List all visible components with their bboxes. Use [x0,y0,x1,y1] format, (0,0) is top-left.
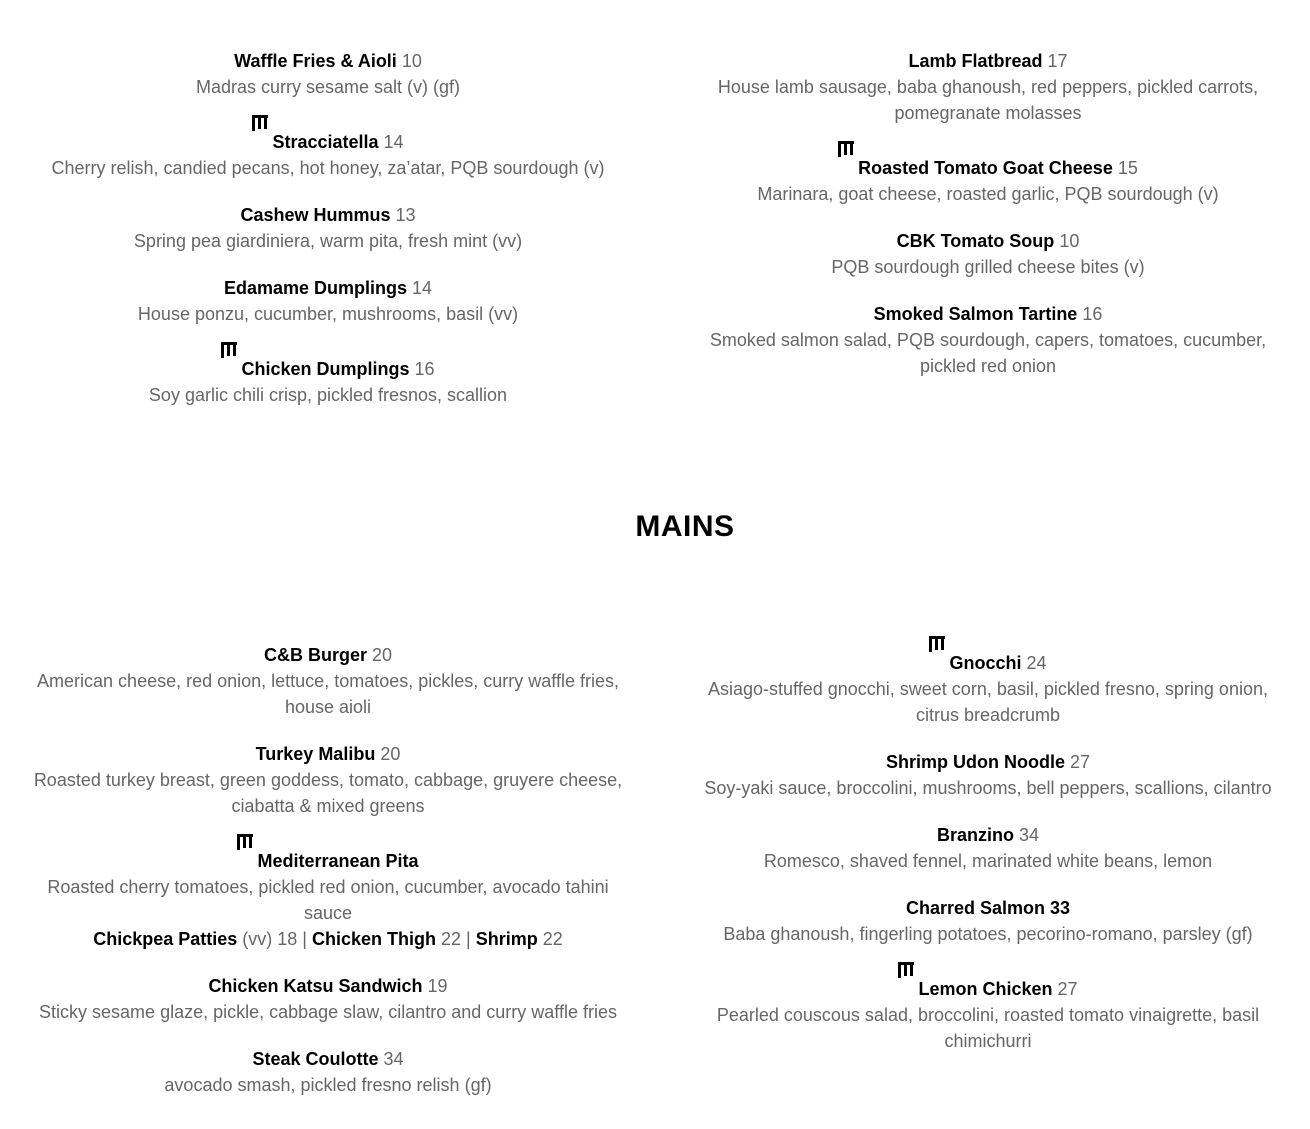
menu-marker-icon [929,636,945,652]
item-price: 20 [372,645,393,665]
item-description: Sticky sesame glaze, pickle, cabbage slaw, cilantro and curry waffle fries [39,1002,617,1022]
item-name: Waffle Fries & Aioli [234,51,397,71]
item-name: Gnocchi [949,653,1022,673]
item-description: Smoked salmon salad, PQB sourdough, capers, tomatoes, cucumber, pickled red onion [709,330,1267,376]
item-name: Cashew Hummus [240,205,391,225]
item-name: C&B Burger [263,645,367,665]
item-description: American cheese, red onion, lettuce, tomatoes, pickles, curry waffle fries, house aioli [37,671,619,717]
menu-item [28,973,628,1025]
item-description: House ponzu, cucumber, mushrooms, basil (vv) [137,304,519,324]
menu-item [28,1046,628,1098]
item-description: Asiago-stuffed gnocchi, sweet corn, basil, pickled fresno, spring onion, citrus breadcrumb [708,679,1268,725]
menu-marker-icon [221,342,237,358]
item-description: Roasted turkey breast, green goddess, tomato, cabbage, gruyere cheese, ciabatta & mixed greens [33,770,623,816]
menu-item [28,275,628,327]
item-price: 27 [1057,979,1078,999]
item-price: 13 [395,205,416,225]
item-name: Charred Salmon 33 [905,898,1071,918]
item-price: 34 [383,1049,404,1069]
item-name: Stracciatella [272,132,379,152]
item-name: CBK Tomato Soup [896,231,1055,251]
item-price: 16 [1082,304,1103,324]
menu-item [28,202,628,254]
item-price: 24 [1026,653,1047,673]
item-name: Mediterranean Pita [257,851,419,871]
item-name: Smoked Salmon Tartine [873,304,1078,324]
item-name: Steak Coulotte [252,1049,379,1069]
item-description: Madras curry sesame salt (v) (gf) [195,77,461,97]
item-description: Soy garlic chili crisp, pickled fresnos, scallion [148,385,508,405]
item-price: 10 [1059,231,1080,251]
item-price: 27 [1069,752,1091,772]
menu-item [688,749,1288,801]
item-description: avocado smash, pickled fresno relish (gf) [164,1075,492,1095]
menu-item [688,301,1288,379]
item-description: Spring pea giardiniera, warm pita, fresh mint (vv) [133,231,523,251]
menu-marker-icon [252,115,268,131]
menu-marker-icon [237,834,253,850]
item-description: Romesco, shaved fennel, marinated white beans, lemon [763,851,1213,871]
menu-marker-icon [898,962,914,978]
item-name: Edamame Dumplings [223,278,407,298]
menu-item [28,741,628,819]
item-price: 17 [1047,51,1068,71]
starters-right-column [688,48,1288,400]
item-description: Cherry relish, candied pecans, hot honey, za’atar, PQB sourdough (v) [51,158,605,178]
item-name: Shrimp Udon Noodle [885,752,1065,772]
menu-item [28,840,628,952]
item-price: 16 [414,359,435,379]
item-name: Branzino [936,825,1014,845]
menu-item [28,348,628,408]
option-name: Shrimp [475,929,538,949]
menu-item [28,121,628,181]
item-price: 34 [1019,825,1040,845]
item-name: Lemon Chicken [918,979,1053,999]
menu-item [688,48,1288,126]
item-name: Roasted Tomato Goat Cheese [858,158,1113,178]
item-description: House lamb sausage, baba ghanoush, red peppers, pickled carrots, pomegranate molasses [717,77,1259,123]
section-title: MAINS [635,510,735,543]
item-price: 20 [380,744,401,764]
item-price: 14 [412,278,433,298]
protein-options [28,926,628,952]
menu-item [28,642,628,720]
option-detail: (vv) 18 | [237,929,312,949]
item-price: 10 [401,51,422,71]
menu-marker-icon [838,141,854,157]
menu-item [688,822,1288,874]
starters-left-column [28,48,628,429]
option-name: Chicken Thigh [312,929,437,949]
item-name: Turkey Malibu [255,744,376,764]
item-price: 19 [427,976,448,996]
menu-item [688,228,1288,280]
item-description: Roasted cherry tomatoes, pickled red onion, cucumber, avocado tahini sauce [47,877,609,923]
option-detail: 22 | [436,929,476,949]
menu-item [688,968,1288,1054]
item-name: Lamb Flatbread [908,51,1043,71]
item-description: PQB sourdough grilled cheese bites (v) [831,257,1145,277]
item-name: Chicken Dumplings [241,359,410,379]
mains-right-column [688,642,1288,1075]
menu-item [28,48,628,100]
menu-item [688,147,1288,207]
option-name: Chickpea Patties [93,929,238,949]
option-detail: 22 [537,929,563,949]
item-description: Pearled couscous salad, broccolini, roasted tomato vinaigrette, basil chimichurri [716,1005,1260,1051]
item-description: Marinara, goat cheese, roasted garlic, PQB sourdough (v) [757,184,1219,204]
item-price: 15 [1117,158,1138,178]
menu-item [688,895,1288,947]
item-description: Baba ghanoush, fingerling potatoes, pecorino-romano, parsley (gf) [723,924,1253,944]
mains-left-column [28,642,628,1119]
menu-item [688,642,1288,728]
item-name: Chicken Katsu Sandwich [208,976,423,996]
item-price: 14 [383,132,404,152]
item-description: Soy-yaki sauce, broccolini, mushrooms, bell peppers, scallions, cilantro [704,778,1272,798]
